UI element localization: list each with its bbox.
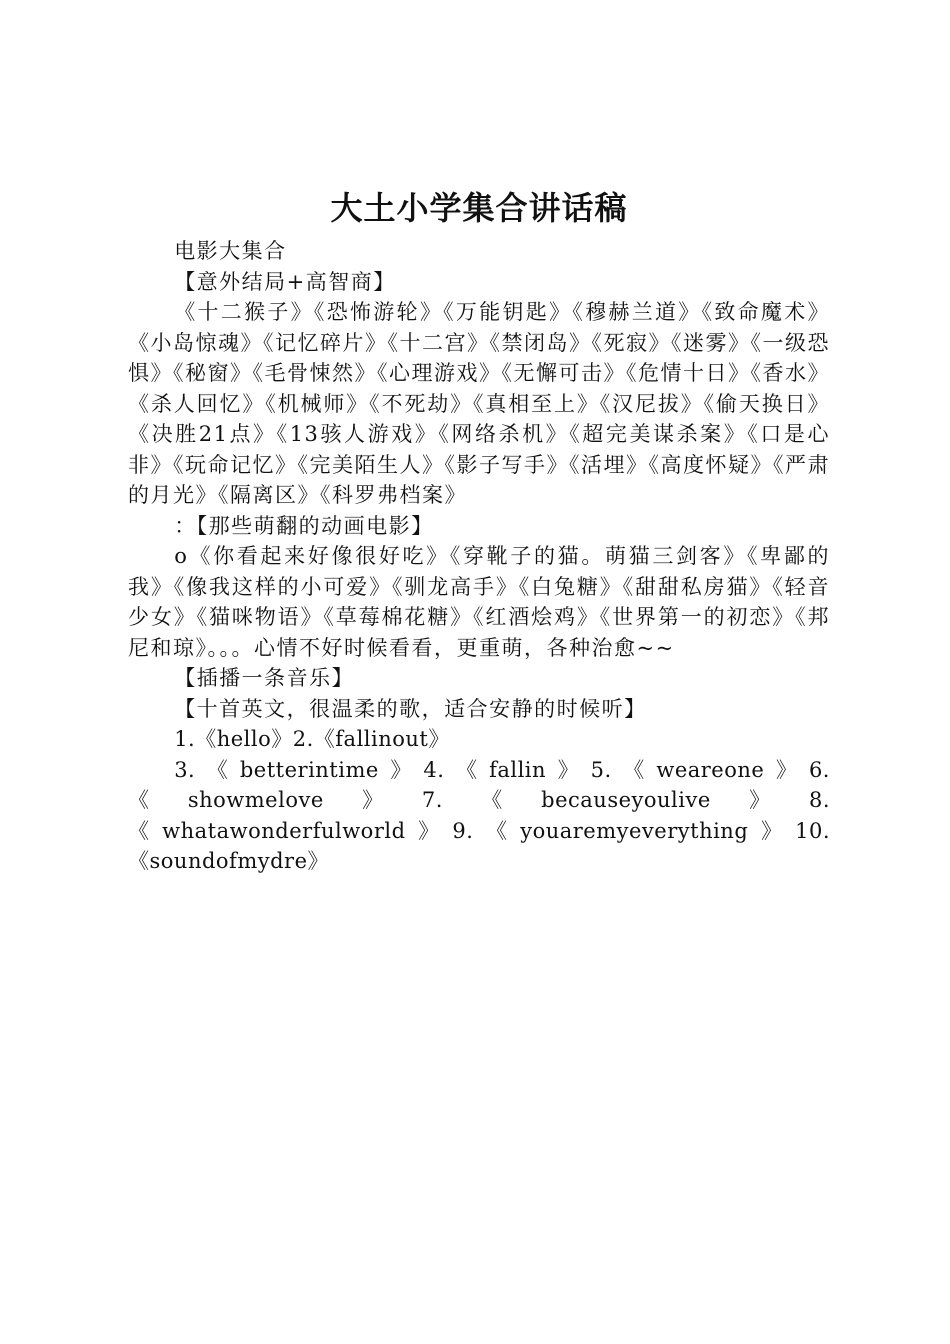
paragraph-section-animated-movies: ：【那些萌翻的动画电影】 (174, 513, 434, 538)
paragraph-section-twist-ending: 【意外结局+高智商】 (174, 269, 396, 294)
document-title: 大土小学集合讲话稿 (330, 189, 628, 227)
paragraph-movie-collection: 电影大集合 (174, 239, 287, 263)
paragraph-section-music: 【插播一条音乐】 (174, 666, 355, 690)
paragraph-animated-movie-list: o《你看起来好像很好吃》《穿靴子的猫。萌猫三剑客》《卑鄙的我》《像我这样的小可爱》《驯龙高手》《白兔糖》《甜甜私房猫》《轻音少女》《猫咪物语》《草莓棉花糖》《红酒烩鸡》《世界第一的初恋》《邦尼和琼》。。。心情不好时候看看，更重萌，各种治愈~~ (128, 544, 830, 660)
paragraph-song-list-1: 1.《hello》2.《fallinout》 (174, 727, 450, 751)
paragraph-section-english-songs: 【十首英文，很温柔的歌，适合安静的时候听】 (174, 696, 647, 721)
paragraph-song-list-2: 3.《betterintime》4.《fallin》5.《weareone》6.《showmelove》7.《becauseyoulive》8.《whatawonderfulworld》9.《youaremyeverything》10.《soundofmydre》 (128, 757, 830, 873)
paragraph-twist-movie-list: 《十二猴子》《恐怖游轮》《万能钥匙》《穆赫兰道》《致命魔术》《小岛惊魂》《记忆碎片》《十二宫》《禁闭岛》《死寂》《迷雾》《一级恐惧》《秘窗》《毛骨悚然》《心理游戏》《无懈可击》《危情十日》《香水》《杀人回忆》《机械师》《不死劫》《真相至上》《汉尼拔》《偷天换日》《决胜21点》《13骇人游戏》《网络杀机》《超完美谋杀案》《口是心非》《玩命记忆》《完美陌生人》《影子写手》《活埋》《高度怀疑》《严肃的月光》《隔离区》《科罗弗档案》 (128, 300, 830, 507)
document-page (128, 180, 830, 877)
